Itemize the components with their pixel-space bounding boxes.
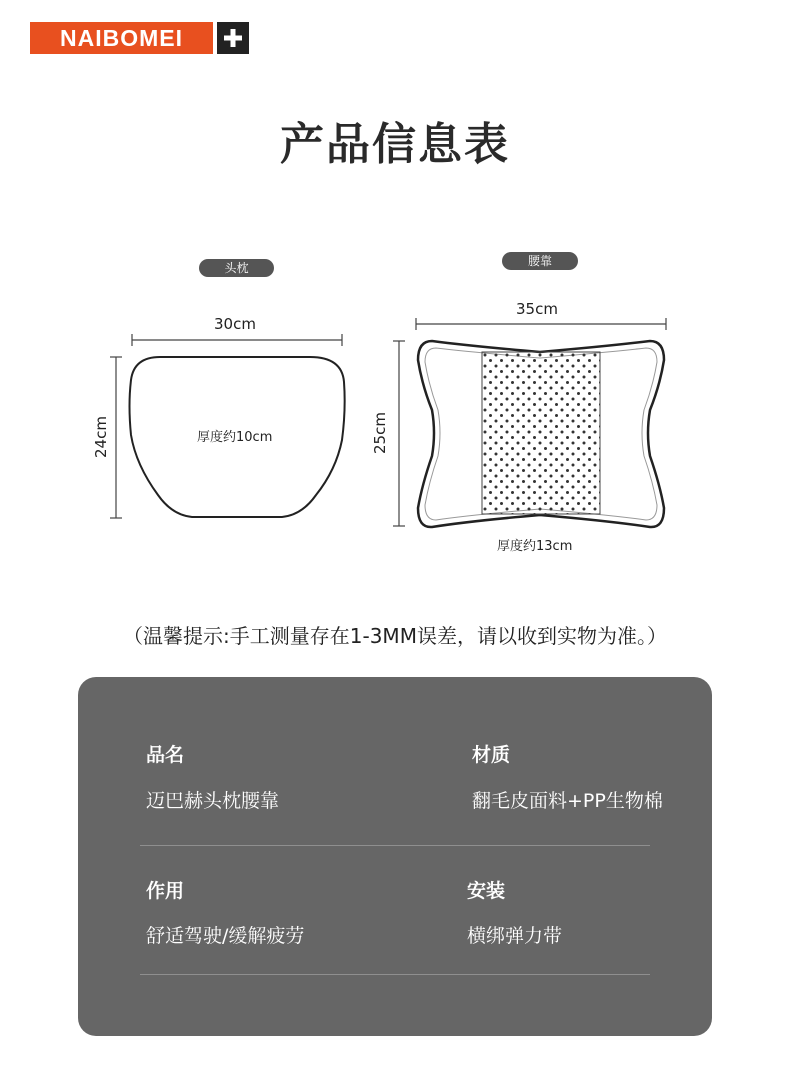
measurement-note: （温馨提示:手工测量存在1-3MM误差，请以收到实物为准。） xyxy=(123,624,667,648)
info-label-name: 品名 xyxy=(146,744,185,766)
lumbar-height-line xyxy=(393,341,405,526)
lumbar-tag: 腰靠 xyxy=(502,252,578,270)
headrest-height-line xyxy=(110,357,122,518)
headrest-width-label: 30cm xyxy=(214,315,256,333)
info-value-function: 舒适驾驶/缓解疲劳 xyxy=(146,925,305,947)
info-value-material: 翻毛皮面料+PP生物棉 xyxy=(472,790,663,812)
lumbar-width-line xyxy=(416,318,666,330)
headrest-thickness: 厚度约10cm xyxy=(197,430,273,445)
headrest-tag: 头枕 xyxy=(199,259,274,277)
info-value-name: 迈巴赫头枕腰靠 xyxy=(146,790,280,812)
lumbar-thickness: 厚度约13cm xyxy=(497,539,573,554)
info-value-install: 横绑弹力带 xyxy=(467,925,563,947)
headrest-width-line xyxy=(132,334,342,346)
info-label-install: 安装 xyxy=(467,880,506,902)
brand-name: NAIBOMEI xyxy=(30,22,213,54)
info-label-function: 作用 xyxy=(146,880,185,902)
lumbar-height-label: 25cm xyxy=(371,412,389,454)
divider xyxy=(140,845,650,846)
lumbar-width-label: 35cm xyxy=(516,300,558,318)
lumbar-dotted-panel xyxy=(482,352,600,514)
headrest-height-label: 24cm xyxy=(92,416,110,458)
page-title: 产品信息表 xyxy=(280,119,510,170)
info-card xyxy=(78,677,712,1036)
divider xyxy=(140,974,650,975)
info-label-material: 材质 xyxy=(472,744,511,766)
